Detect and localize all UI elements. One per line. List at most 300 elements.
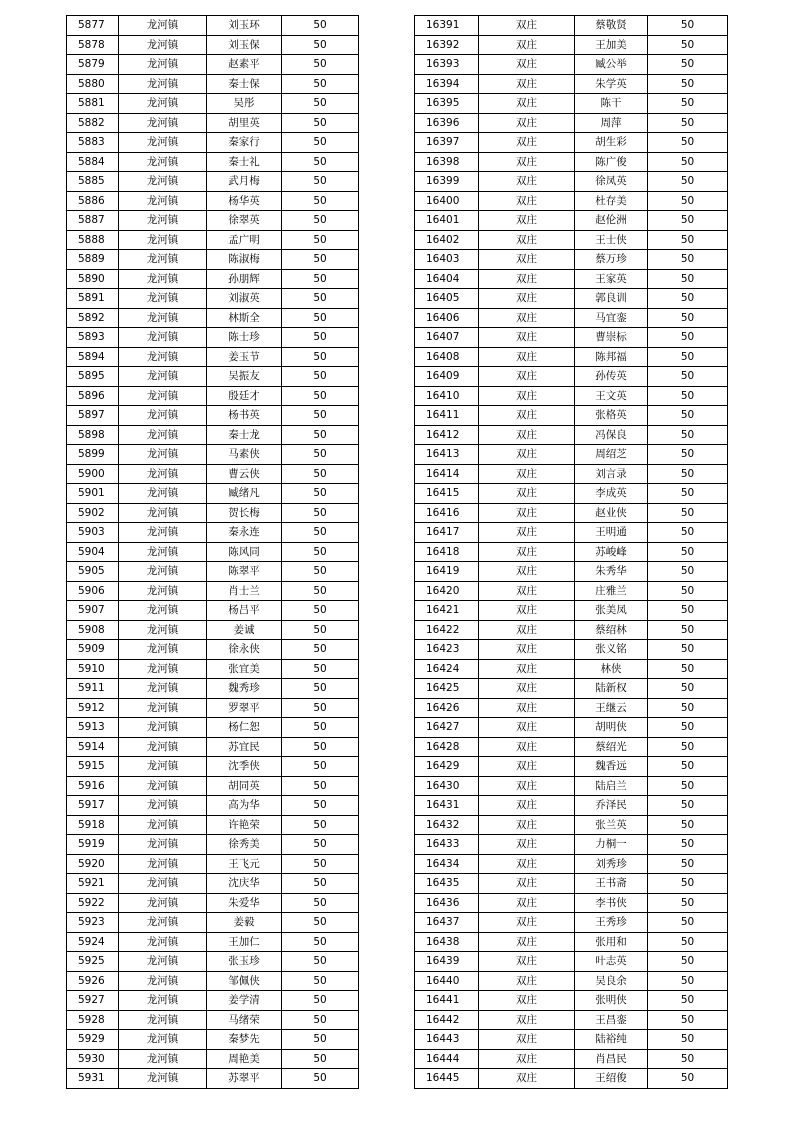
amount-cell: 50 (648, 211, 728, 231)
row-id-cell: 16427 (415, 718, 479, 738)
town-cell: 龙河镇 (119, 523, 207, 543)
town-cell: 龙河镇 (119, 1010, 207, 1030)
table-row (415, 94, 728, 114)
name-cell: 张用和 (575, 932, 648, 952)
town-cell: 龙河镇 (119, 893, 207, 913)
town-cell: 双庄 (479, 386, 575, 406)
table-row (415, 952, 728, 972)
row-id-cell: 16393 (415, 55, 479, 75)
table-row (67, 386, 359, 406)
amount-cell: 50 (282, 854, 359, 874)
table-row (67, 796, 359, 816)
row-id-cell: 5916 (67, 776, 119, 796)
row-id-cell: 16403 (415, 250, 479, 270)
table-row (415, 679, 728, 699)
name-cell: 蔡敬贤 (575, 16, 648, 36)
row-id-cell: 16399 (415, 172, 479, 192)
name-cell: 杜存美 (575, 191, 648, 211)
amount-cell: 50 (282, 796, 359, 816)
amount-cell: 50 (282, 1030, 359, 1050)
town-cell: 双庄 (479, 679, 575, 699)
town-cell: 双庄 (479, 406, 575, 426)
town-cell: 双庄 (479, 367, 575, 387)
amount-cell: 50 (282, 659, 359, 679)
amount-cell: 50 (648, 796, 728, 816)
amount-cell: 50 (648, 484, 728, 504)
name-cell: 许艳荣 (207, 815, 282, 835)
town-cell: 双庄 (479, 601, 575, 621)
town-cell: 双庄 (479, 328, 575, 348)
row-id-cell: 5914 (67, 737, 119, 757)
town-cell: 龙河镇 (119, 464, 207, 484)
amount-cell: 50 (282, 191, 359, 211)
row-id-cell: 5900 (67, 464, 119, 484)
amount-cell: 50 (648, 659, 728, 679)
amount-cell: 50 (282, 932, 359, 952)
row-id-cell: 16434 (415, 854, 479, 874)
town-cell: 龙河镇 (119, 484, 207, 504)
table-row (415, 211, 728, 231)
amount-cell: 50 (648, 113, 728, 133)
table-row (67, 737, 359, 757)
table-row (415, 74, 728, 94)
table-row (415, 620, 728, 640)
row-id-cell: 5885 (67, 172, 119, 192)
table-row (67, 328, 359, 348)
row-id-cell: 16416 (415, 503, 479, 523)
row-id-cell: 5878 (67, 35, 119, 55)
town-cell: 龙河镇 (119, 230, 207, 250)
name-cell: 殷廷才 (207, 386, 282, 406)
name-cell: 朱秀华 (575, 562, 648, 582)
name-cell: 孟广明 (207, 230, 282, 250)
town-cell: 龙河镇 (119, 757, 207, 777)
amount-cell: 50 (648, 172, 728, 192)
amount-cell: 50 (282, 152, 359, 172)
row-id-cell: 5906 (67, 581, 119, 601)
table-row (415, 1069, 728, 1089)
amount-cell: 50 (282, 230, 359, 250)
table-row (67, 1010, 359, 1030)
name-cell: 秦永连 (207, 523, 282, 543)
amount-cell: 50 (648, 542, 728, 562)
table-row (415, 289, 728, 309)
row-id-cell: 16410 (415, 386, 479, 406)
name-cell: 刘淑英 (207, 289, 282, 309)
row-id-cell: 16397 (415, 133, 479, 153)
name-cell: 张宜美 (207, 659, 282, 679)
amount-cell: 50 (282, 1049, 359, 1069)
row-id-cell: 16438 (415, 932, 479, 952)
table-row (67, 55, 359, 75)
amount-cell: 50 (282, 601, 359, 621)
town-cell: 双庄 (479, 1069, 575, 1089)
amount-cell: 50 (282, 737, 359, 757)
table-row (67, 347, 359, 367)
amount-cell: 50 (282, 542, 359, 562)
row-id-cell: 5909 (67, 640, 119, 660)
table-row (67, 874, 359, 894)
town-cell: 双庄 (479, 191, 575, 211)
row-id-cell: 5886 (67, 191, 119, 211)
name-cell: 沈庆华 (207, 874, 282, 894)
row-id-cell: 5915 (67, 757, 119, 777)
row-id-cell: 16407 (415, 328, 479, 348)
amount-cell: 50 (648, 464, 728, 484)
amount-cell: 50 (648, 94, 728, 114)
table-row (67, 893, 359, 913)
row-id-cell: 16400 (415, 191, 479, 211)
amount-cell: 50 (648, 952, 728, 972)
table-row (415, 230, 728, 250)
town-cell: 龙河镇 (119, 913, 207, 933)
name-cell: 陈干 (575, 94, 648, 114)
row-id-cell: 5899 (67, 445, 119, 465)
row-id-cell: 5907 (67, 601, 119, 621)
name-cell: 蔡绍光 (575, 737, 648, 757)
name-cell: 胡明侠 (575, 718, 648, 738)
name-cell: 李书侠 (575, 893, 648, 913)
table-row (67, 991, 359, 1011)
amount-cell: 50 (282, 698, 359, 718)
row-id-cell: 16412 (415, 425, 479, 445)
table-row (67, 659, 359, 679)
row-id-cell: 5931 (67, 1069, 119, 1089)
row-id-cell: 16402 (415, 230, 479, 250)
name-cell: 刘言录 (575, 464, 648, 484)
table-row (415, 601, 728, 621)
town-cell: 龙河镇 (119, 991, 207, 1011)
amount-cell: 50 (282, 386, 359, 406)
row-id-cell: 16424 (415, 659, 479, 679)
row-id-cell: 5892 (67, 308, 119, 328)
row-id-cell: 5910 (67, 659, 119, 679)
row-id-cell: 16404 (415, 269, 479, 289)
town-cell: 龙河镇 (119, 16, 207, 36)
row-id-cell: 5920 (67, 854, 119, 874)
row-id-cell: 5904 (67, 542, 119, 562)
table-row (415, 484, 728, 504)
table-row (415, 1010, 728, 1030)
amount-cell: 50 (282, 425, 359, 445)
name-cell: 沈季侠 (207, 757, 282, 777)
amount-cell: 50 (648, 620, 728, 640)
town-cell: 双庄 (479, 854, 575, 874)
name-cell: 王家英 (575, 269, 648, 289)
amount-cell: 50 (282, 328, 359, 348)
left-roster-table (66, 15, 359, 1089)
town-cell: 双庄 (479, 172, 575, 192)
table-row (67, 601, 359, 621)
town-cell: 双庄 (479, 893, 575, 913)
town-cell: 双庄 (479, 562, 575, 582)
name-cell: 魏秀珍 (207, 679, 282, 699)
table-row (415, 718, 728, 738)
amount-cell: 50 (282, 55, 359, 75)
town-cell: 双庄 (479, 523, 575, 543)
row-id-cell: 16444 (415, 1049, 479, 1069)
town-cell: 龙河镇 (119, 211, 207, 231)
table-row (67, 406, 359, 426)
table-row (415, 757, 728, 777)
town-cell: 双庄 (479, 659, 575, 679)
amount-cell: 50 (648, 718, 728, 738)
town-cell: 龙河镇 (119, 1049, 207, 1069)
name-cell: 周绍芝 (575, 445, 648, 465)
row-id-cell: 5927 (67, 991, 119, 1011)
amount-cell: 50 (282, 211, 359, 231)
amount-cell: 50 (282, 776, 359, 796)
table-row (415, 640, 728, 660)
row-id-cell: 5884 (67, 152, 119, 172)
row-id-cell: 5894 (67, 347, 119, 367)
town-cell: 双庄 (479, 211, 575, 231)
town-cell: 龙河镇 (119, 367, 207, 387)
town-cell: 龙河镇 (119, 620, 207, 640)
amount-cell: 50 (282, 718, 359, 738)
town-cell: 双庄 (479, 484, 575, 504)
table-row (415, 796, 728, 816)
amount-cell: 50 (282, 971, 359, 991)
amount-cell: 50 (648, 893, 728, 913)
name-cell: 张玉珍 (207, 952, 282, 972)
name-cell: 王秀珍 (575, 913, 648, 933)
name-cell: 邹佩侠 (207, 971, 282, 991)
town-cell: 双庄 (479, 308, 575, 328)
amount-cell: 50 (282, 445, 359, 465)
row-id-cell: 16440 (415, 971, 479, 991)
name-cell: 徐翠英 (207, 211, 282, 231)
name-cell: 朱学英 (575, 74, 648, 94)
name-cell: 王加美 (575, 35, 648, 55)
town-cell: 龙河镇 (119, 35, 207, 55)
table-row (67, 620, 359, 640)
name-cell: 赵业侠 (575, 503, 648, 523)
row-id-cell: 16420 (415, 581, 479, 601)
table-row (67, 1049, 359, 1069)
name-cell: 刘玉保 (207, 35, 282, 55)
amount-cell: 50 (282, 94, 359, 114)
row-id-cell: 5930 (67, 1049, 119, 1069)
row-id-cell: 5889 (67, 250, 119, 270)
name-cell: 赵素平 (207, 55, 282, 75)
name-cell: 秦士保 (207, 74, 282, 94)
row-id-cell: 5919 (67, 835, 119, 855)
row-id-cell: 16419 (415, 562, 479, 582)
amount-cell: 50 (648, 913, 728, 933)
town-cell: 龙河镇 (119, 113, 207, 133)
town-cell: 龙河镇 (119, 776, 207, 796)
town-cell: 双庄 (479, 698, 575, 718)
row-id-cell: 16435 (415, 874, 479, 894)
row-id-cell: 16417 (415, 523, 479, 543)
name-cell: 马绪荣 (207, 1010, 282, 1030)
name-cell: 杨仁恕 (207, 718, 282, 738)
town-cell: 双庄 (479, 269, 575, 289)
town-cell: 龙河镇 (119, 133, 207, 153)
table-row (67, 230, 359, 250)
table-row (415, 250, 728, 270)
row-id-cell: 5908 (67, 620, 119, 640)
table-row (415, 172, 728, 192)
amount-cell: 50 (648, 874, 728, 894)
row-id-cell: 16398 (415, 152, 479, 172)
amount-cell: 50 (648, 991, 728, 1011)
amount-cell: 50 (282, 347, 359, 367)
table-row (415, 1030, 728, 1050)
town-cell: 双庄 (479, 35, 575, 55)
row-id-cell: 5903 (67, 523, 119, 543)
amount-cell: 50 (648, 523, 728, 543)
table-row (415, 562, 728, 582)
table-row (415, 523, 728, 543)
town-cell: 双庄 (479, 542, 575, 562)
amount-cell: 50 (648, 679, 728, 699)
row-id-cell: 5911 (67, 679, 119, 699)
amount-cell: 50 (282, 367, 359, 387)
table-row (415, 347, 728, 367)
row-id-cell: 16436 (415, 893, 479, 913)
table-row (67, 757, 359, 777)
name-cell: 孙传英 (575, 367, 648, 387)
row-id-cell: 5929 (67, 1030, 119, 1050)
town-cell: 龙河镇 (119, 971, 207, 991)
table-row (67, 679, 359, 699)
town-cell: 龙河镇 (119, 55, 207, 75)
amount-cell: 50 (282, 74, 359, 94)
town-cell: 龙河镇 (119, 503, 207, 523)
row-id-cell: 16431 (415, 796, 479, 816)
name-cell: 周艳美 (207, 1049, 282, 1069)
row-id-cell: 16423 (415, 640, 479, 660)
amount-cell: 50 (282, 269, 359, 289)
row-id-cell: 5921 (67, 874, 119, 894)
name-cell: 武月梅 (207, 172, 282, 192)
table-row (67, 698, 359, 718)
table-row (415, 445, 728, 465)
table-row (415, 971, 728, 991)
name-cell: 王加仁 (207, 932, 282, 952)
row-id-cell: 16443 (415, 1030, 479, 1050)
row-id-cell: 5928 (67, 1010, 119, 1030)
table-row (415, 698, 728, 718)
town-cell: 龙河镇 (119, 347, 207, 367)
table-row (67, 464, 359, 484)
row-id-cell: 16442 (415, 1010, 479, 1030)
town-cell: 双庄 (479, 971, 575, 991)
town-cell: 龙河镇 (119, 815, 207, 835)
amount-cell: 50 (648, 328, 728, 348)
town-cell: 双庄 (479, 347, 575, 367)
table-row (67, 854, 359, 874)
amount-cell: 50 (282, 308, 359, 328)
name-cell: 杨吕平 (207, 601, 282, 621)
name-cell: 姜诚 (207, 620, 282, 640)
town-cell: 双庄 (479, 133, 575, 153)
name-cell: 张美凤 (575, 601, 648, 621)
name-cell: 曹云侠 (207, 464, 282, 484)
amount-cell: 50 (282, 464, 359, 484)
table-row (67, 913, 359, 933)
name-cell: 胡同英 (207, 776, 282, 796)
amount-cell: 50 (282, 35, 359, 55)
amount-cell: 50 (282, 406, 359, 426)
town-cell: 双庄 (479, 932, 575, 952)
name-cell: 冯保良 (575, 425, 648, 445)
town-cell: 龙河镇 (119, 835, 207, 855)
table-row (415, 35, 728, 55)
table-row (67, 1030, 359, 1050)
name-cell: 秦士龙 (207, 425, 282, 445)
town-cell: 双庄 (479, 757, 575, 777)
row-id-cell: 5922 (67, 893, 119, 913)
name-cell: 张兰英 (575, 815, 648, 835)
town-cell: 双庄 (479, 250, 575, 270)
name-cell: 贺长梅 (207, 503, 282, 523)
town-cell: 龙河镇 (119, 659, 207, 679)
town-cell: 龙河镇 (119, 386, 207, 406)
amount-cell: 50 (648, 152, 728, 172)
name-cell: 肖士兰 (207, 581, 282, 601)
table-row (67, 289, 359, 309)
table-row (415, 152, 728, 172)
amount-cell: 50 (648, 503, 728, 523)
table-row (67, 718, 359, 738)
table-row (67, 152, 359, 172)
row-id-cell: 16426 (415, 698, 479, 718)
table-row (67, 581, 359, 601)
row-id-cell: 16395 (415, 94, 479, 114)
name-cell: 蔡万珍 (575, 250, 648, 270)
name-cell: 张义铭 (575, 640, 648, 660)
amount-cell: 50 (282, 815, 359, 835)
town-cell: 龙河镇 (119, 932, 207, 952)
town-cell: 双庄 (479, 640, 575, 660)
table-row (67, 94, 359, 114)
row-id-cell: 5923 (67, 913, 119, 933)
town-cell: 龙河镇 (119, 425, 207, 445)
town-cell: 龙河镇 (119, 308, 207, 328)
row-id-cell: 16421 (415, 601, 479, 621)
name-cell: 胡生彩 (575, 133, 648, 153)
town-cell: 龙河镇 (119, 952, 207, 972)
row-id-cell: 16408 (415, 347, 479, 367)
name-cell: 苏峻峰 (575, 542, 648, 562)
name-cell: 马素侠 (207, 445, 282, 465)
amount-cell: 50 (282, 1010, 359, 1030)
name-cell: 陈风同 (207, 542, 282, 562)
table-row (415, 874, 728, 894)
name-cell: 曹崇标 (575, 328, 648, 348)
amount-cell: 50 (282, 952, 359, 972)
row-id-cell: 5883 (67, 133, 119, 153)
town-cell: 双庄 (479, 425, 575, 445)
amount-cell: 50 (282, 620, 359, 640)
table-row (415, 932, 728, 952)
name-cell: 陆新权 (575, 679, 648, 699)
row-id-cell: 5881 (67, 94, 119, 114)
town-cell: 双庄 (479, 55, 575, 75)
amount-cell: 50 (648, 1049, 728, 1069)
amount-cell: 50 (648, 581, 728, 601)
table-row (67, 308, 359, 328)
row-id-cell: 16422 (415, 620, 479, 640)
table-row (415, 854, 728, 874)
row-id-cell: 5918 (67, 815, 119, 835)
amount-cell: 50 (282, 484, 359, 504)
amount-cell: 50 (648, 406, 728, 426)
town-cell: 龙河镇 (119, 406, 207, 426)
